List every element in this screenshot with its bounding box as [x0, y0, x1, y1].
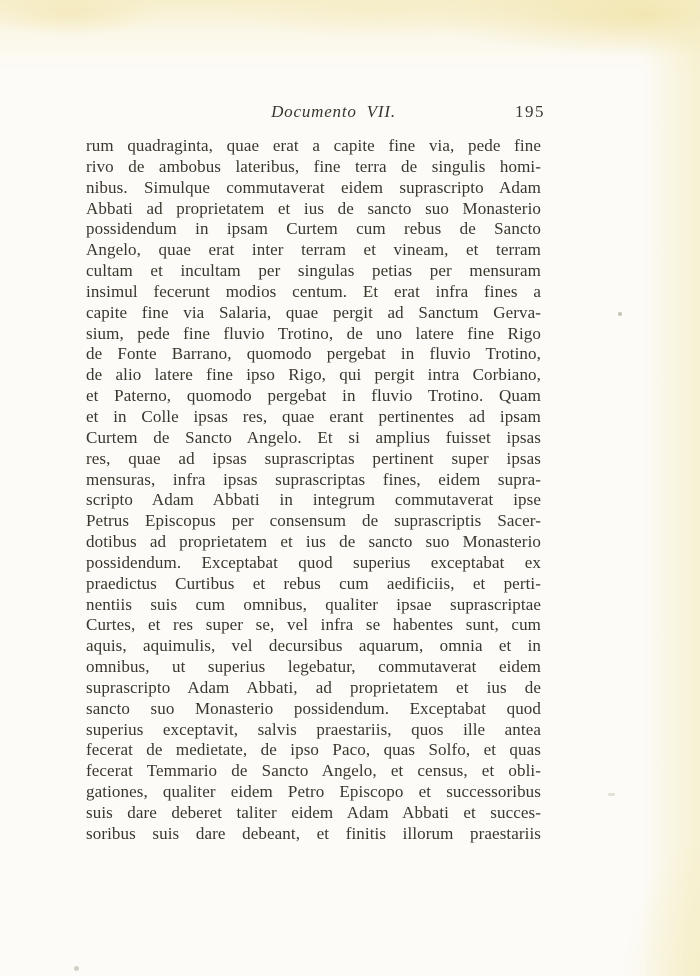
- page-number: 195: [515, 102, 545, 121]
- text-line: Curtes, et res super se, vel infra se habentes sunt, cum: [86, 615, 541, 635]
- text-line: soribus suis dare debeant, et finitis illorum praestariis: [86, 823, 541, 843]
- running-header-title: Documento VII.: [271, 102, 396, 121]
- text-line: fecerat Temmario de Sancto Angelo, et census, et obli-: [86, 761, 541, 781]
- text-line: suprascripto Adam Abbati, ad proprietatem et ius de: [86, 677, 541, 697]
- text-line: et Paterno, quomodo pergebat in fluvio Trotino. Quam: [86, 386, 541, 406]
- text-line: rivo de ambobus lateribus, fine terra de singulis homi-: [86, 156, 541, 176]
- text-line: res, quae ad ipsas suprascriptas pertinent super ipsas: [86, 448, 541, 468]
- text-line: aquis, aquimulis, vel decursibus aquarum, omnia et in: [86, 636, 541, 656]
- text-line: cultam et incultam per singulas petias per mensuram: [86, 261, 541, 281]
- text-line: nibus. Simulque commutaverat eidem suprascripto Adam: [86, 177, 541, 197]
- text-line: gationes, qualiter eidem Petro Episcopo et successoribus: [86, 782, 541, 802]
- text-line: suis dare deberet taliter eidem Adam Abbati et succes-: [86, 803, 541, 822]
- text-line: et in Colle ipsas res, quae erant pertinentes ad ipsam: [86, 406, 541, 426]
- scan-speck: [608, 793, 615, 796]
- running-header: [86, 102, 545, 126]
- text-line: mensuras, infra ipsas suprascriptas fines, eidem supra-: [86, 469, 541, 489]
- text-line: Angelo, quae erat inter terram et vineam, et terram: [86, 240, 541, 260]
- text-line: sium, pede fine fluvio Trotino, de uno latere fine Rigo: [86, 323, 541, 343]
- text-line: sancto suo Monasterio possidendum. Exceptabat quod: [86, 698, 541, 718]
- text-line: fecerat de medietate, de ipso Paco, quas Solfo, et quas: [86, 740, 541, 760]
- text-line: de alio latere fine ipso Rigo, qui pergit intra Corbiano,: [86, 365, 541, 385]
- text-line: omnibus, ut superius legebatur, commutaverat eidem: [86, 657, 541, 677]
- text-line: superius exceptavit, salvis praestariis, quos ille antea: [86, 719, 541, 739]
- text-line: Petrus Episcopus per consensum de suprascriptis Sacer-: [86, 511, 541, 531]
- scan-tint-bottom-right: [580, 756, 700, 976]
- text-line: de Fonte Barrano, quomodo pergebat in fluvio Trotino,: [86, 344, 541, 364]
- text-line: rum quadraginta, quae erat a capite fine via, pede fine: [86, 136, 541, 155]
- text-line: insimul fecerunt modios centum. Et erat infra fines a: [86, 281, 541, 301]
- text-line: nentiis suis cum omnibus, qualiter ipsae suprascriptae: [86, 594, 541, 614]
- scan-speck: [74, 966, 79, 971]
- text-line: Curtem de Sancto Angelo. Et si amplius fuisset ipsas: [86, 427, 541, 447]
- scan-speck: [618, 312, 622, 316]
- text-line: capite fine via Salaria, quae pergit ad Sanctum Gerva-: [86, 302, 541, 322]
- document-body-text: [86, 136, 541, 845]
- text-line: praedictus Curtibus et rebus cum aedificiis, et perti-: [86, 573, 541, 593]
- scan-tint-right: [642, 0, 700, 976]
- text-line: scripto Adam Abbati in integrum commutaverat ipse: [86, 490, 541, 510]
- text-line: Abbati ad proprietatem et ius de sancto suo Monasterio: [86, 198, 541, 218]
- text-line: dotibus ad proprietatem et ius de sancto suo Monasterio: [86, 532, 541, 552]
- scan-tint-top: [0, 0, 700, 72]
- text-line: possidendum in ipsam Curtem cum rebus de Sancto: [86, 219, 541, 239]
- text-line: possidendum. Exceptabat quod superius exceptabat ex: [86, 552, 541, 572]
